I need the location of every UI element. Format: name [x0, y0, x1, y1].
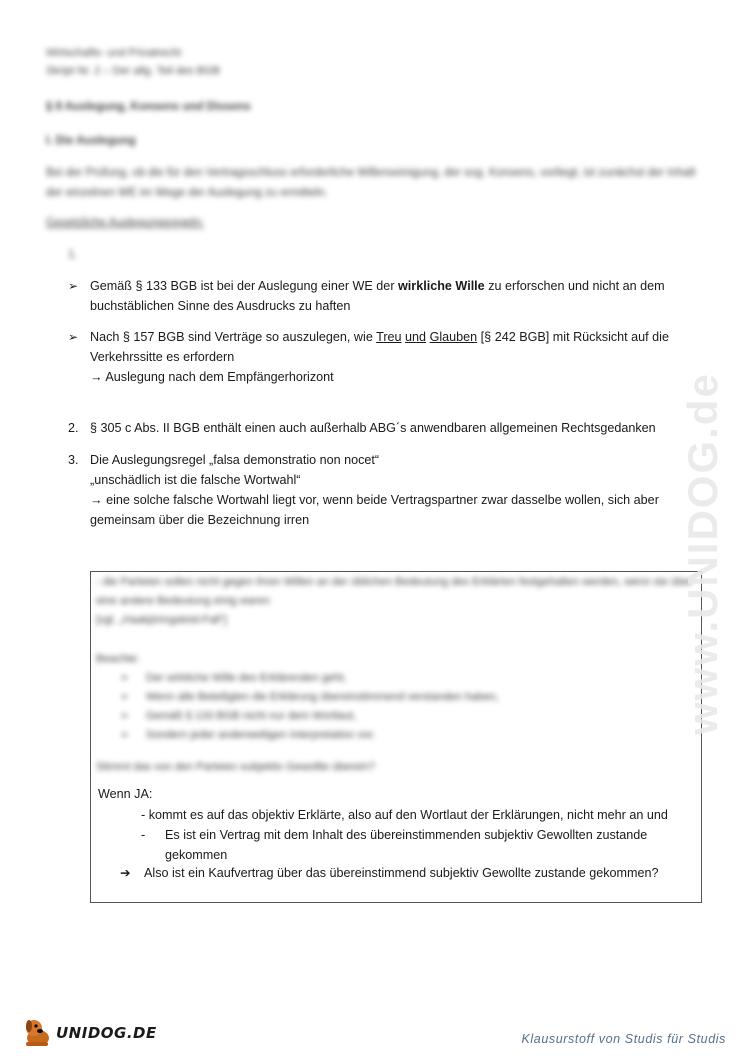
bullet-item-157 — [68, 327, 678, 387]
item-3-line-1: Die Auslegungsregel „falsa demonstratio non nocet“ — [90, 453, 380, 467]
underlined-treu: Treu — [376, 330, 402, 344]
box-blurred-item-text: Gemäß § 133 BGB nicht nur dem Wortlaut, — [146, 710, 357, 723]
conclusion-line — [120, 863, 659, 883]
item-2-number: 2. — [68, 421, 79, 435]
box-blurred-item-text: Sondern jeder anderweitigen Interpretation vor. — [146, 729, 376, 742]
item-3-line-3: → eine solche falsche Wortwahl liegt vor, wenn beide Vertragspartner zwar dasselbe wollen, sich aber gemeinsam über die Bezeichnung irren — [90, 493, 659, 527]
header-line-2: Skript Nr. 2 – Der allg. Teil des BGB — [46, 65, 221, 77]
subsection-title: I. Die Auslegung — [46, 135, 136, 147]
item-2 — [68, 418, 688, 438]
dash-line-1: - kommt es auf das objektiv Erklärte, also auf den Wortlaut der Erklärungen, nicht mehr an und — [141, 808, 668, 822]
box-blurred-line: - die Parteien sollen nicht gegen ihren Willen an der üblichen Bedeutung des Erklärten festgehalten werden, wenn sie über eine andere Bedeutung einig waren — [96, 576, 693, 608]
conclusion-text: Also ist ein Kaufvertrag über das übereinstimmend subjektiv Gewollte zustande gekommen? — [144, 866, 659, 880]
item-3 — [68, 450, 688, 530]
arrow-note: → Auslegung nach dem Empfängerhorizont — [90, 370, 334, 384]
rules-heading: Gesetzliche Auslegungsregeln: — [46, 217, 204, 229]
box-blurred-item: ➢ Der wirkliche Wille des Erklärenden geht, — [120, 671, 347, 684]
box-blurred-item: ➢ Wenn alle Beteiligten die Erklärung übereinstimmend verstanden haben, — [120, 691, 499, 704]
underlined-und: und — [405, 330, 427, 344]
footer-slogan: Klausurstoff von Studis für Studis — [521, 1032, 726, 1046]
intro-paragraph: Bei der Prüfung, ob die für den Vertragsschluss erforderliche Willenseinigung, der sog. Konsens, vorliegt, ist zunächst der Inhalt der einzelnen WE im Wege der Auslegung zu ermitteln. — [46, 167, 696, 199]
item-1-number: 1. — [68, 249, 78, 261]
bullet-arrow-icon: ➢ — [68, 279, 79, 293]
header-line-1: Wirtschafts- und Privatrecht — [46, 47, 182, 59]
bullet-item-133 — [68, 276, 678, 316]
box-blurred-item-text: Wenn alle Beteiligten die Erklärung übereinstimmend verstanden haben, — [146, 691, 499, 704]
wenn-ja-label: Wenn JA: — [98, 787, 153, 801]
unidog-logo[interactable] — [20, 1014, 160, 1050]
watermark: www.UNIDOG.de — [679, 372, 726, 735]
section-title: § 8 Auslegung, Konsens und Dissens — [46, 101, 251, 113]
box-blurred-item-text: Der wirkliche Wille des Erklärenden geht, — [146, 671, 347, 684]
dog-mascot-icon — [20, 1014, 56, 1050]
box-blurred-question: Stimmt das von den Parteien subjektiv Gewollte überein? — [96, 760, 375, 773]
bullet-arrow-icon: ➢ — [68, 330, 79, 344]
bullet-bold-text: wirkliche Wille — [398, 279, 485, 293]
box-blurred-content — [96, 573, 700, 798]
item-2-text: § 305 c Abs. II BGB enthält einen auch außerhalb ABG´s anwendbaren allgemeinen Rechtsgedanken — [90, 421, 656, 435]
bullet-text: Nach § 157 BGB sind Verträge so auszulegen, wie — [90, 330, 377, 344]
dash-mark: - — [141, 828, 146, 842]
box-blurred-line: Beachte: — [96, 652, 140, 665]
bullet-text-rest: [§ 242 BGB] mit Rücksicht auf die Verkehrssitte es erfordern — [90, 330, 669, 364]
box-blurred-item: ➢ Gemäß § 133 BGB nicht nur dem Wortlaut, — [120, 710, 357, 723]
bullet-text-rest: zu erforschen und nicht an dem buchstäblichen Sinne des Ausdrucks zu haften — [90, 279, 665, 313]
box-blurred-item: ➢ Sondern jeder anderweitigen Interpretation vor. — [120, 729, 376, 742]
dash-line-2 — [141, 825, 701, 865]
box-blurred-line: [vgl. „Haakjöringsköd-Fall“] — [96, 614, 227, 627]
underlined-glauben: Glauben — [429, 330, 478, 344]
item-3-line-2: „unschädlich ist die falsche Wortwahl“ — [90, 473, 301, 487]
conclusion-arrow-icon: ➔ — [120, 866, 131, 880]
dash-line-2-text: Es ist ein Vertrag mit dem Inhalt des übereinstimmenden subjektiv Gewollten zustande gekommen — [165, 828, 648, 862]
document-header — [46, 44, 220, 80]
bullet-text: Gemäß § 133 BGB ist bei der Auslegung einer WE der — [90, 279, 399, 293]
item-3-number: 3. — [68, 453, 79, 467]
logo-text: UNIDOG.DE — [56, 1024, 157, 1042]
